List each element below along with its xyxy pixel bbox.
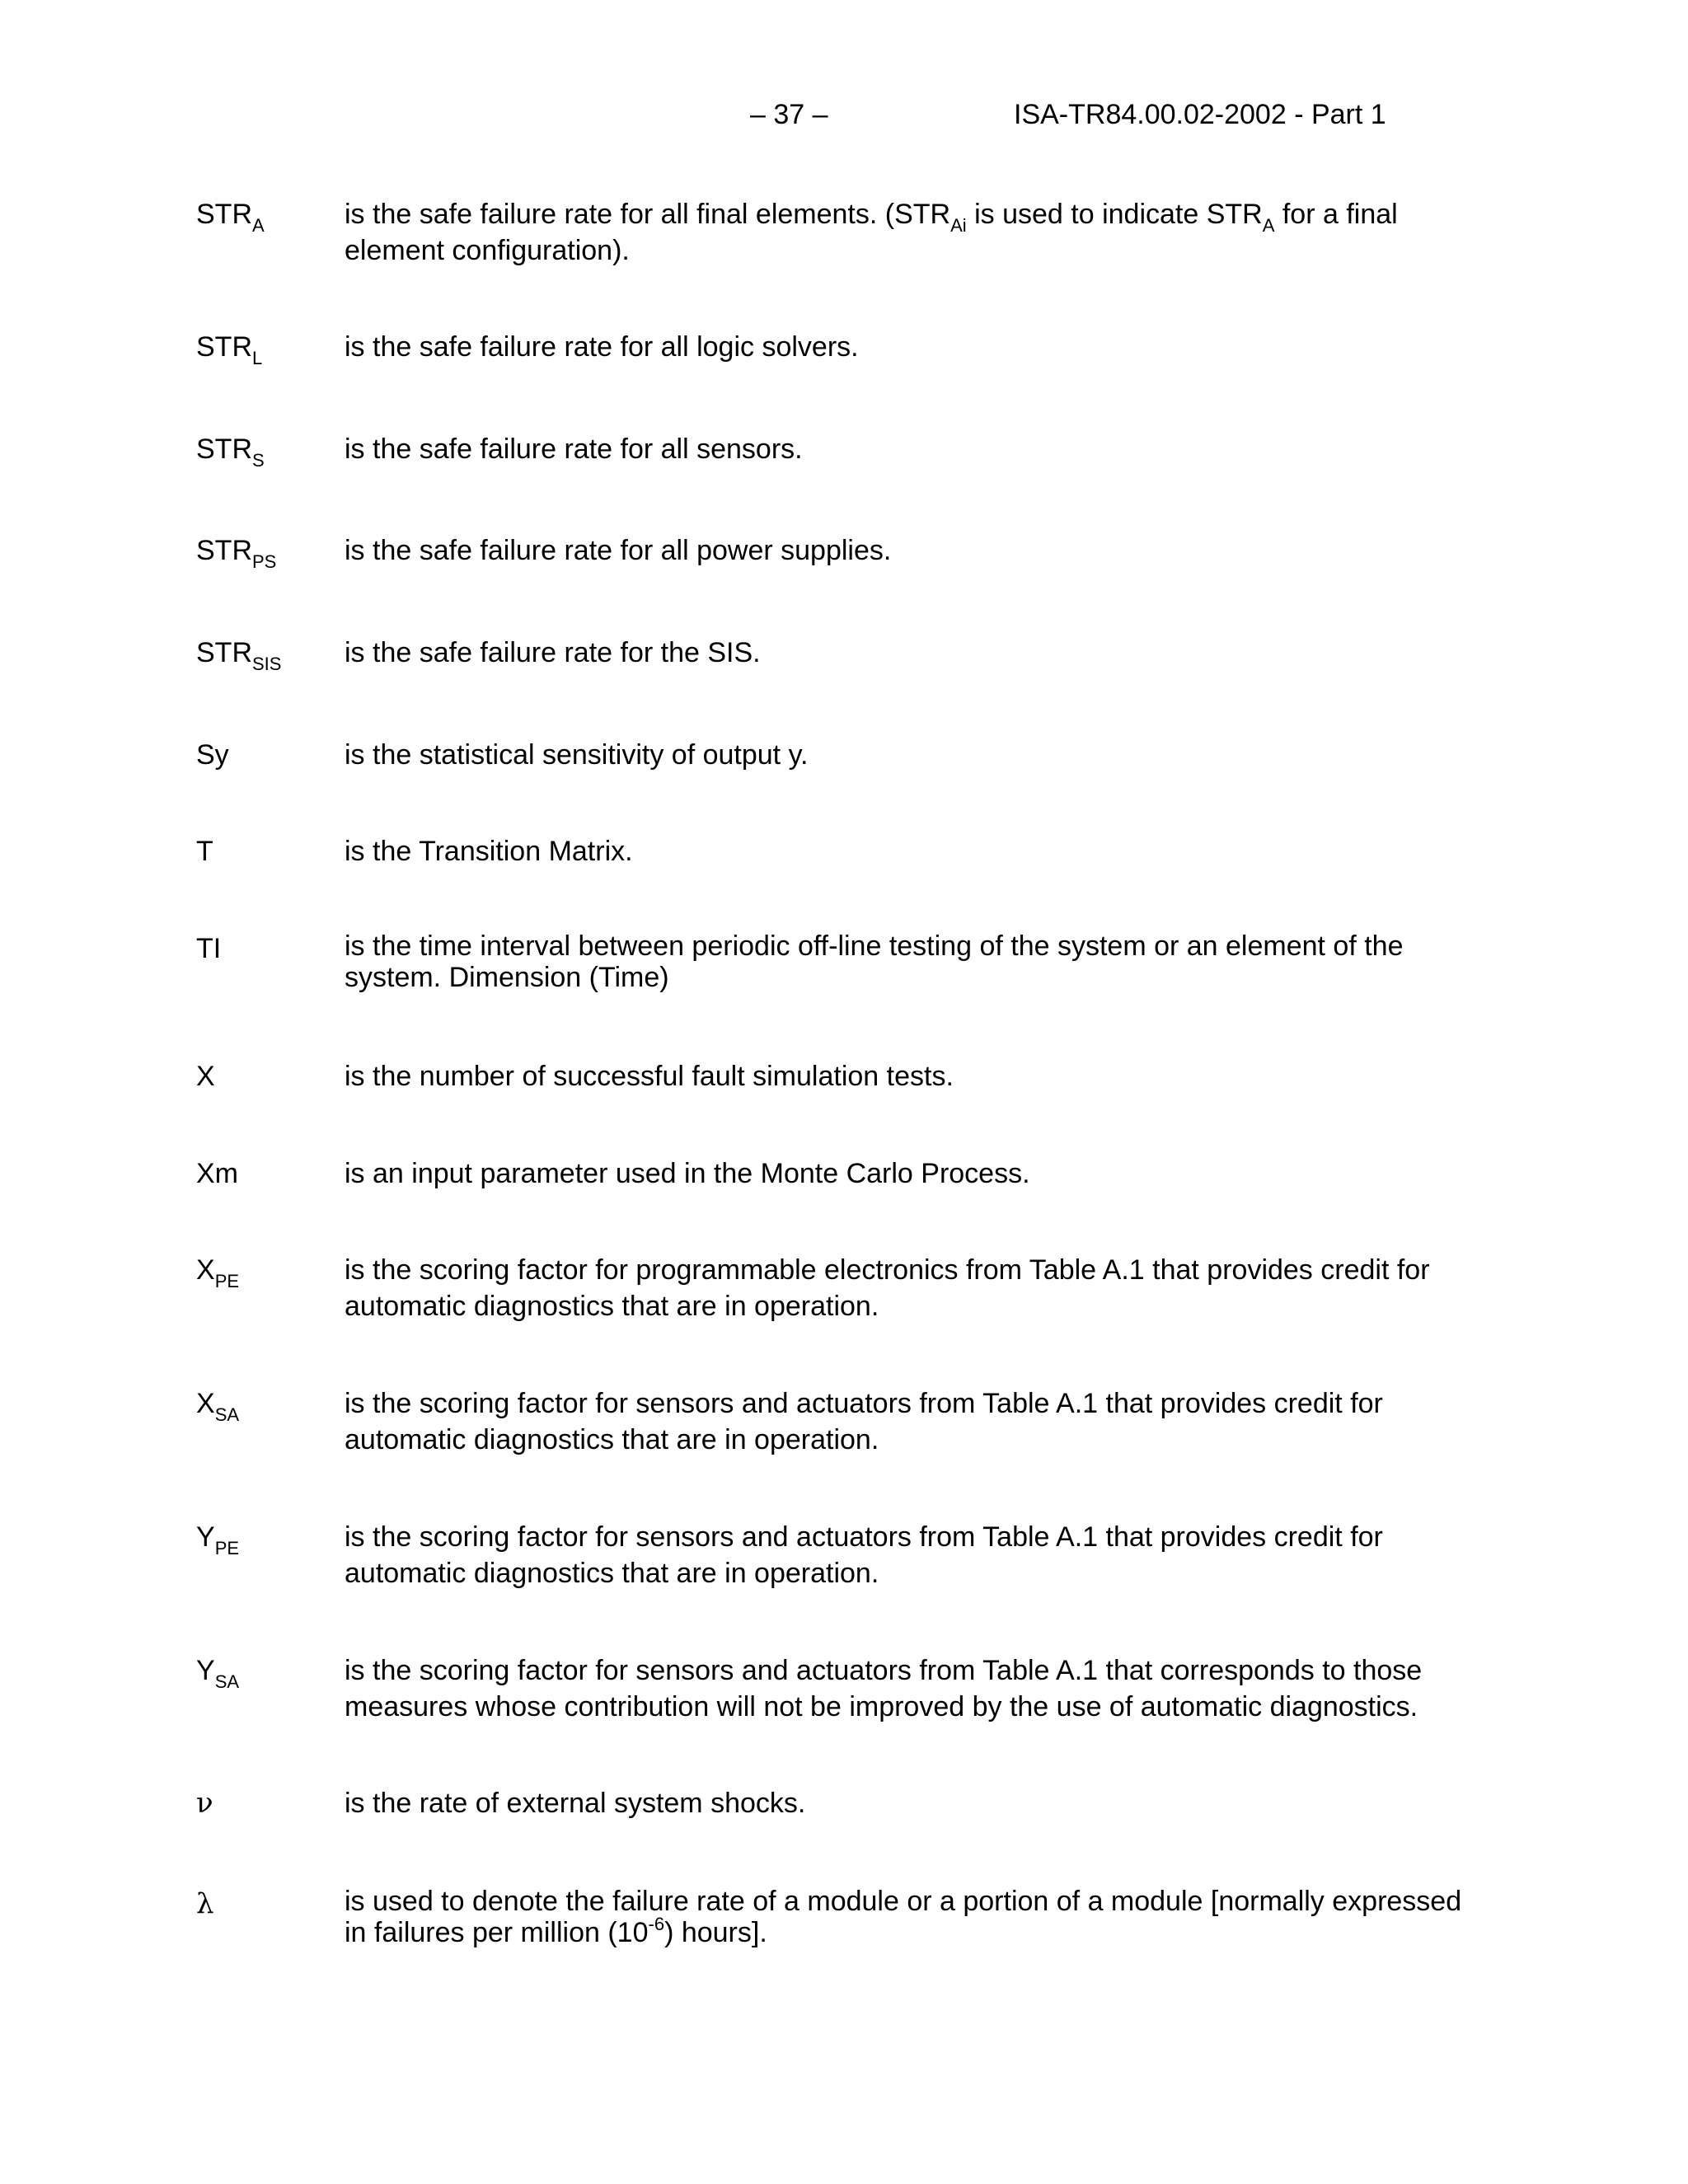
symbol: $Y_{PE}$ (196, 1521, 240, 1558)
definition-text: is the scoring factor for sensors and actuators from Table A.1 that corresponds to those measures whose contribution will not be improved by the use of automatic diagnostics. (345, 1655, 1423, 1722)
symbol: $X_{SA}$ (196, 1388, 240, 1425)
definition-text: is used to denote the failure rate of a module or a portion of a module [normally expressed in failures per million $(10^{-6})$ hours]. (345, 1886, 1462, 1948)
symbol: $STR_{PS}$ (196, 535, 277, 572)
definition-text: is the scoring factor for sensors and actuators from Table A.1 that provides credit for automatic diagnostics that are in operation. (345, 1521, 1383, 1589)
definition-text: is the rate of external system shocks. (345, 1788, 806, 1819)
definition-text: is the Transition Matrix. (345, 836, 633, 867)
definition-text: is the number of successful fault simulation tests. (345, 1061, 954, 1092)
symbol: ν (196, 1787, 213, 1820)
page-number: – 37 – (750, 99, 828, 130)
symbol: Xm (196, 1158, 238, 1189)
definition-text: is the safe failure rate for all sensors. (345, 434, 803, 465)
definition-text: is the safe failure rate for all power supplies. (345, 535, 892, 566)
symbol: $STR_{SIS}$ (196, 637, 282, 674)
definition-text: is the statistical sensitivity of output y. (345, 739, 809, 771)
definition-text: is the scoring factor for sensors and actuators from Table A.1 that provides credit for automatic diagnostics that are in operation. (345, 1388, 1383, 1455)
symbol: $Y_{SA}$ (196, 1655, 240, 1692)
document-id: ISA-TR84.00.02-2002 - Part 1 (1014, 99, 1386, 130)
symbol: T (196, 836, 213, 867)
page-header (0, 99, 1688, 138)
definition-text: is the safe failure rate for all final elements. ($STR_{Ai}$ is used to indicate $STR_A$ for a final element configuration). (345, 199, 1398, 266)
definition-text: is the scoring factor for programmable electronics from Table A.1 that provides credit for automatic diagnostics that are in operation. (345, 1254, 1430, 1322)
symbol: $STR_S$ (196, 434, 265, 471)
symbol: X (196, 1061, 215, 1092)
definition-text: is an input parameter used in the Monte Carlo Process. (345, 1158, 1030, 1189)
symbol: Sy (196, 739, 229, 771)
symbol: λ (196, 1887, 214, 1920)
definition-text: is the safe failure rate for all logic solvers. (345, 331, 859, 363)
symbol: $STR_A$ (196, 199, 265, 236)
definition-text: is the safe failure rate for the SIS. (345, 637, 761, 668)
symbol: $X_{PE}$ (196, 1254, 240, 1291)
definition-text: is the time interval between periodic off-line testing of the system or an element of the system. Dimension (Time) (345, 930, 1404, 993)
symbol: $STR_L$ (196, 331, 263, 368)
symbol: TI (196, 933, 222, 964)
